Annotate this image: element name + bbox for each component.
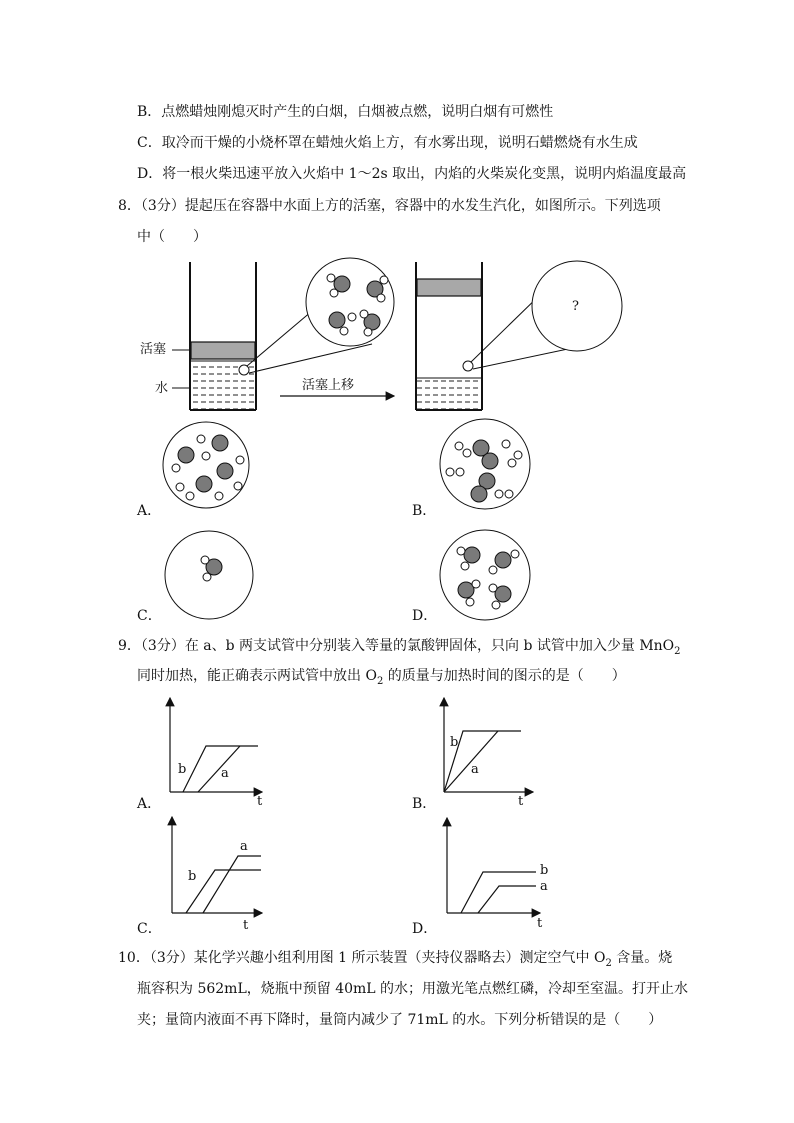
- left-piston: [191, 342, 255, 359]
- q8-option-a-circle: [163, 422, 249, 508]
- label-water: 水: [155, 381, 169, 396]
- right-water: [417, 379, 481, 409]
- graph-c-curve-a: a: [240, 839, 248, 854]
- q8-stem-line2: 中（ ）: [137, 229, 207, 245]
- q10-stem-line1: 10．（3分）某化学兴趣小组利用图 1 所示装置（夹持仪器略去）测定空气中 $O_2$ 含量。烧: [118, 950, 673, 969]
- q8-option-c-circle: [165, 531, 253, 619]
- graph-a-curve-b: b: [178, 762, 187, 777]
- q10-stem-line2: 瓶容积为 562mL，烧瓶中预留 40mL 的水；用激光笔点燃红磷，冷却至室温。打开止水: [137, 981, 689, 997]
- q9-graph-c: [172, 817, 262, 913]
- q9-stem-line1: 9．（3分）在 a、b 两支试管中分别装入等量的氯酸钾固体，只向 b 试管中加入少量 MnO$_2$: [118, 638, 681, 657]
- graph-a-axis-t: t: [257, 794, 263, 809]
- q9-option-b-label: B．: [412, 796, 437, 812]
- q8-option-d-circle: [440, 530, 530, 620]
- left-container-diagram: [172, 258, 394, 410]
- q8-option-a-label: A．: [137, 503, 162, 519]
- q8-stem-line1: 8．（3分）提起压在容器中水面上方的活塞，容器中的水发生汽化，如图所示。下列选项: [118, 198, 661, 214]
- q10-stem-line3: 夹；量筒内液面不再下降时，量筒内减少了 71mL 的水。下列分析错误的是（ ）: [137, 1012, 663, 1028]
- q9-stem-line2: 同时加热，能正确表示两试管中放出 $O_2$ 的质量与加热时间的图示的是（ ）: [137, 668, 626, 687]
- label-piston-up: 活塞上移: [302, 378, 355, 393]
- right-piston: [417, 279, 481, 296]
- graph-d-axis-t: t: [537, 916, 543, 931]
- q7-option-c: C．取冷而干燥的小烧杯罩在蜡烛火焰上方，有水雾出现，说明石蜡燃烧有水生成: [137, 135, 638, 151]
- graph-b-curve-b: b: [450, 735, 459, 750]
- graph-d-curve-b: b: [540, 863, 549, 878]
- q8-option-c-label: C．: [137, 608, 162, 624]
- q7-option-d: D．将一根火柴迅速平放入火焰中 1～2s 取出，内焰的火柴炭化变黑，说明内焰温度最高: [137, 166, 687, 182]
- q9-option-d-label: D．: [412, 921, 438, 937]
- q9-option-c-label: C．: [137, 921, 162, 937]
- q9-option-a-label: A．: [137, 796, 162, 812]
- graph-d-curve-a: a: [540, 879, 548, 894]
- graph-b-curve-a: a: [471, 762, 479, 777]
- label-piston: 活塞: [140, 342, 167, 357]
- q8-option-b-label: B．: [412, 503, 437, 519]
- label-unknown: ?: [572, 299, 579, 314]
- graph-b-axis-t: t: [518, 794, 524, 809]
- q8-option-d-label: D．: [412, 608, 438, 624]
- graph-a-curve-a: a: [221, 766, 229, 781]
- q7-option-b: B．点燃蜡烛刚熄灭时产生的白烟，白烟被点燃，说明白烟有可燃性: [137, 104, 554, 120]
- graph-c-curve-b: b: [188, 869, 197, 884]
- graph-c-axis-t: t: [243, 918, 249, 933]
- right-container-diagram: [416, 261, 622, 410]
- q8-option-b-circle: [440, 419, 530, 509]
- q9-graph-d: [447, 818, 540, 913]
